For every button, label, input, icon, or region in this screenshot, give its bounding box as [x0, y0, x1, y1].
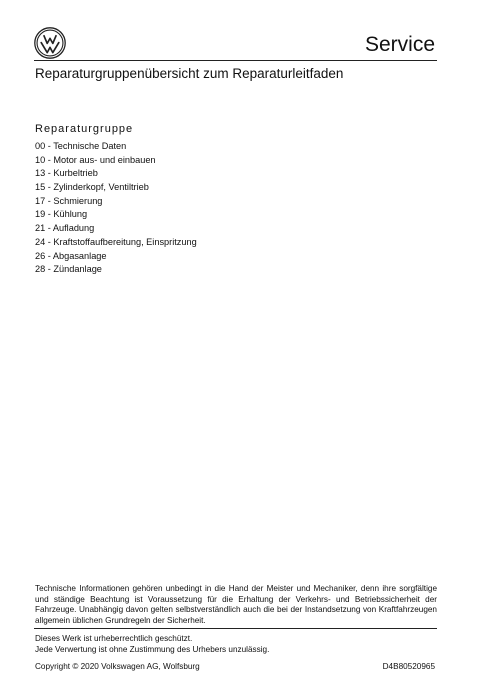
vw-logo-icon — [34, 27, 66, 59]
safety-note: Technische Informationen gehören unbedingt in die Hand der Meister und Mechaniker, denn ihre sorgfältige und ständige Beachtung ist Voraussetzung für die Erhaltung der Verkehrs- und Betriebssicherheit der Fahrzeuge. Unabhängig davon gelten selbstverständlich auch die bei der Instandsetzung von Kraftfahrzeugen allgemein üblichen Grundregeln der Sicherheit. — [35, 584, 437, 625]
copyright-notice — [35, 634, 269, 655]
list-item: 26 - Abgasanlage — [35, 250, 107, 261]
copyright-notice-line: Dieses Werk ist urheberrechtlich geschützt. — [35, 634, 193, 643]
section-heading: Reparaturgruppe — [35, 123, 134, 135]
list-item: 24 - Kraftstoffaufbereitung, Einspritzung — [35, 236, 197, 247]
copyright-text: Copyright © 2020 Volkswagen AG, Wolfsburg — [35, 662, 200, 671]
page-subtitle: Reparaturgruppenübersicht zum Reparaturleitfaden — [35, 66, 344, 81]
list-item: 15 - Zylinderkopf, Ventiltrieb — [35, 182, 149, 193]
footer-divider — [34, 628, 437, 629]
copyright-notice-line: Jede Verwertung ist ohne Zustimmung des Urhebers unzulässig. — [35, 644, 270, 654]
brand-title: Service — [364, 33, 435, 56]
document-code: D4B80520965 — [382, 662, 435, 671]
repair-group-list — [35, 140, 197, 277]
list-item: 17 - Schmierung — [35, 195, 103, 206]
header-divider — [34, 60, 437, 61]
list-item: 28 - Zündanlage — [35, 264, 102, 275]
list-item: 19 - Kühlung — [35, 209, 88, 220]
list-item: 13 - Kurbeltrieb — [35, 168, 98, 179]
list-item: 00 - Technische Daten — [35, 141, 127, 151]
list-item: 21 - Aufladung — [35, 223, 95, 234]
list-item: 10 - Motor aus- und einbauen — [35, 154, 156, 165]
